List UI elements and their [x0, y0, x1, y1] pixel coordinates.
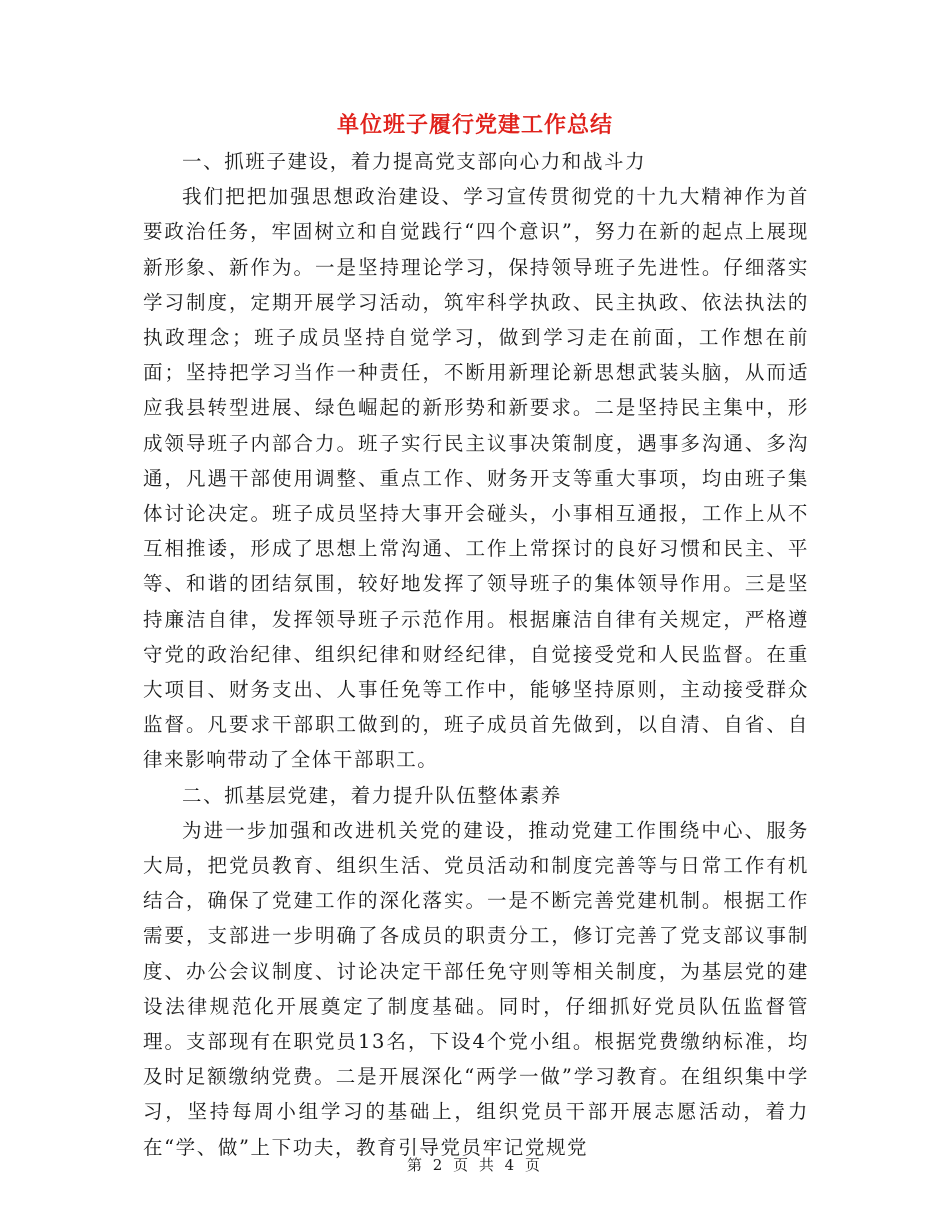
body-paragraph: 我们把把加强思想政治建设、学习宣传贯彻党的十九大精神作为首要政治任务，牢固树立和自觉践行“四个意识”，努力在新的起点上展现新形象、新作为。一是坚持理论学习，保持领导班子先进性。仔细落实学习制度，定期开展学习活动，筑牢科学执政、民主执政、依法执法的执政理念；班子成员坚持自觉学习，做到学习走在前面，工作想在前面；坚持把学习当作一种责任，不断用新理论新思想武装头脑，从而适应我县转型进展、绿色崛起的新形势和新要求。二是坚持民主集中，形成领导班子内部合力。班子实行民主议事决策制度，遇事多沟通、多沟通，凡遇干部使用调整、重点工作、财务开支等重大事项，均由班子集体讨论决定。班子成员坚持大事开会碰头，小事相互通报，工作上从不互相推诿，形成了思想上常沟通、工作上常探讨的良好习惯和民主、平等、和谐的团结氛围，较好地发挥了领导班子的集体领导作用。三是坚持廉洁自律，发挥领导班子示范作用。根据廉洁自律有关规定，严格遵守党的政治纪律、组织纪律和财经纪律，自觉接受党和人民监督。在重大项目、财务支出、人事任免等工作中，能够坚持原则，主动接受群众监督。凡要求干部职工做到的，班子成员首先做到，以自清、自省、自律来影响带动了全体干部职工。	[143, 185, 809, 772]
body-paragraph: 为进一步加强和改进机关党的建设，推动党建工作围绕中心、服务大局，把党员教育、组织生活、党员活动和制度完善等与日常工作有机结合，确保了党建工作的深化落实。一是不断完善党建机制。根据工作需要，支部进一步明确了各成员的职责分工，修订完善了党支部议事制度、办公会议制度、讨论决定干部任免守则等相关制度，为基层党的建设法律规范化开展奠定了制度基础。同时，仔细抓好党员队伍监督管理。支部现有在职党员13名，下设4个党小组。根据党费缴纳标准，均及时足额缴纳党费。二是开展深化“两学一做”学习教育。在组织集中学习，坚持每周小组学习的基础上，组织党员干部开展志愿活动，着力在“学、做”上下功夫，教育引导党员牢记党规党	[143, 818, 809, 1159]
document-body	[143, 144, 809, 1165]
page-number: 第 2 页 共 4 页	[407, 1156, 543, 1174]
document-title: 单位班子履行党建工作总结	[336, 113, 613, 138]
section-heading: 二、抓基层党建，着力提升队伍整体素养	[182, 783, 562, 807]
section-heading: 一、抓班子建设，着力提高党支部向心力和战斗力	[182, 150, 647, 173]
